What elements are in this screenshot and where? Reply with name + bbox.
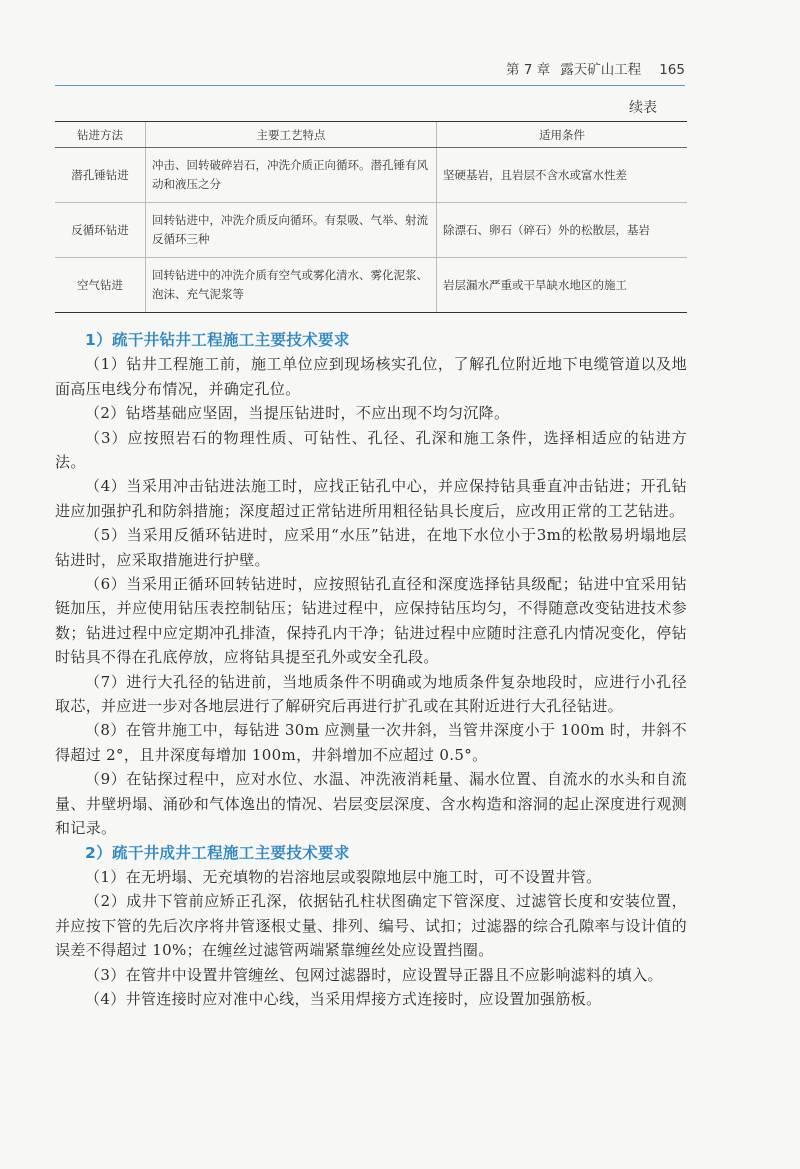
section-heading-drilling: 1）疏干井钻井工程施工主要技术要求 (85, 331, 350, 349)
chapter-number: 第 7 章 (506, 62, 551, 78)
table-row (55, 203, 687, 258)
paragraph: （3）在管井中设置井管缠丝、包网过滤器时，应设置导正器且不应影响滤料的填入。 (85, 965, 663, 984)
paragraph: （1）钻井工程施工前，施工单位应到现场核实孔位，了解孔位附近地下电缆管道以及地面高压电线分布情况，并确定孔位。 (55, 355, 687, 398)
paragraph: （8）在管井施工中，每钻进 30m 应测量一次井斜，当管井深度小于 100m 时，井斜不得超过 2°，且井深度每增加 100m，井斜增加不应超过 0.5°。 (55, 721, 687, 764)
section-heading-well-completion: 2）疏干井成井工程施工主要技术要求 (85, 843, 350, 862)
table-cell-method: 潜孔锤钻进 (55, 148, 146, 203)
drilling-methods-table (55, 121, 687, 313)
table-cell-conditions: 坚硬基岩，且岩层不含水或富水性差 (437, 148, 688, 203)
paragraph: （4）当采用冲击钻进法施工时，应找正钻孔中心，并应保持钻具垂直冲击钻进；开孔钻进应加强护孔和防斜措施；深度超过正常钻进所用粗径钻具长度后，应改用正常的工艺钻进。 (55, 477, 687, 520)
paragraph: （6）当采用正循环回转钻进时，应按照钻孔直径和深度选择钻具级配；钻进中宜采用钻铤加压，并应使用钻压表控制钻压；钻进过程中，应保持钻压均匀，不得随意改变钻进技术参数；钻进过程中应定期冲孔排渣，保持孔内干净；钻进过程中应随时注意孔内情况变化，停钻时钻具不得在孔底停放，应将钻具提至孔外或安全孔段。 (55, 575, 687, 667)
header-rule (55, 85, 685, 86)
paragraph: （2）成井下管前应矫正孔深，依据钻孔柱状图确定下管深度、过滤管长度和安装位置，并应按下管的先后次序将井管逐根丈量、排列、编号、试扣；过滤器的综合孔隙率与设计值的误差不得超过 10%；在缠丝过滤管两端紧靠缠丝处应设置挡圈。 (55, 892, 687, 960)
paragraph: （2）钻塔基础应坚固，当提压钻进时，不应出现不均匀沉降。 (85, 404, 510, 423)
paragraph: （5）当采用反循环钻进时，应采用“水压”钻进，在地下水位小于3m的松散易坍塌地层钻进时，应采取措施进行护壁。 (55, 526, 687, 569)
table-header-row (55, 122, 687, 148)
paragraph: （7）进行大孔径的钻进前，当地质条件不明确或为地质条件复杂地段时，应进行小孔径取芯，并应进一步对各地层进行了解研究后再进行扩孔或在其附近进行大孔径钻进。 (55, 672, 687, 716)
column-header-features: 主要工艺特点 (146, 122, 437, 148)
table-row (55, 258, 687, 313)
table-cell-features: 回转钻进中，冲洗介质反向循环。有泵吸、气举、射流反循环三种 (146, 203, 437, 258)
column-header-method: 钻进方法 (55, 122, 146, 148)
table-cell-conditions: 岩层漏水严重或干旱缺水地区的施工 (437, 258, 688, 313)
body-text (55, 328, 687, 1011)
paragraph: （3）应按照岩石的物理性质、可钻性、孔径、孔深和施工条件，选择相适应的钻进方法。 (55, 428, 687, 472)
table-cell-method: 反循环钻进 (55, 203, 146, 258)
table-cell-method: 空气钻进 (55, 258, 146, 313)
paragraph: （4）井管连接时应对准中心线，当采用焊接方式连接时，应设置加强筋板。 (85, 989, 602, 1008)
table-cell-conditions: 除漂石、卵石（碎石）外的松散层，基岩 (437, 203, 688, 258)
table-continued-label: 续表 (629, 100, 657, 116)
table-row (55, 148, 687, 203)
table-cell-features: 冲击、回转破碎岩石，冲洗介质正向循环。潜孔锤有风动和液压之分 (146, 148, 437, 203)
column-header-conditions: 适用条件 (437, 122, 688, 148)
running-header (55, 58, 685, 82)
paragraph: （1）在无坍塌、无充填物的岩溶地层或裂隙地层中施工时，可不设置井管。 (85, 867, 602, 886)
table-cell-features: 回转钻进中的冲洗介质有空气或雾化清水、雾化泥浆、泡沫、充气泥浆等 (146, 258, 437, 313)
page-number: 165 (659, 62, 685, 78)
chapter-title: 露天矿山工程 (560, 62, 642, 78)
paragraph: （9）在钻探过程中，应对水位、水温、冲洗液消耗量、漏水位置、自流水的水头和自流量、井壁坍塌、涌砂和气体逸出的情况、岩层变层深度、含水构造和溶洞的起止深度进行观测和记录。 (55, 770, 687, 838)
